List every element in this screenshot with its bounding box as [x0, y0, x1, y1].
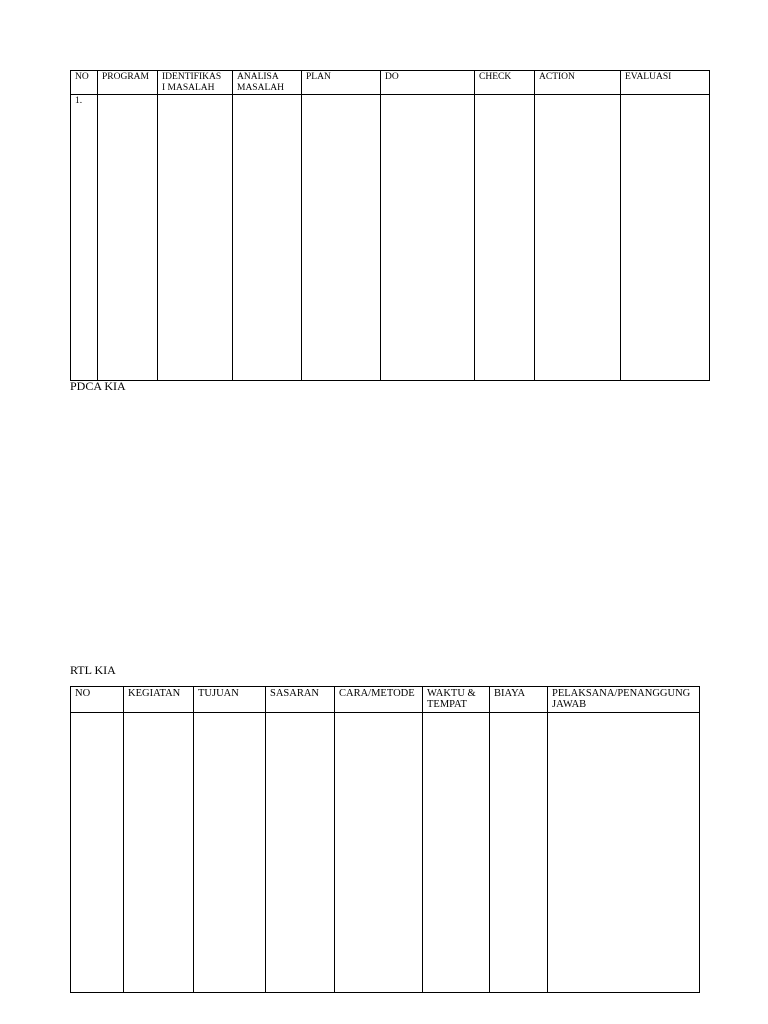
- pdca-cell-no: 1.: [71, 95, 98, 381]
- pdca-header-evaluasi-label: EVALUASI: [625, 72, 672, 82]
- rtl-header-row: [71, 687, 700, 713]
- pdca-header-analisa-line1: ANALISA: [237, 72, 279, 82]
- rtl-cell-no: [71, 713, 124, 993]
- rtl-header-no-label: NO: [75, 688, 91, 699]
- rtl-header-cara-metode-label: CARA/METODE: [339, 688, 415, 699]
- pdca-header-no: [71, 71, 98, 95]
- table-row: [71, 713, 700, 993]
- pdca-header-plan: [302, 71, 381, 95]
- pdca-header-evaluasi: [621, 71, 710, 95]
- rtl-header-biaya: [490, 687, 548, 713]
- rtl-header-pelaksana-line1: PELAKSANA/PENANGGUNG: [552, 688, 691, 699]
- pdca-header-no-label: NO: [75, 72, 89, 82]
- pdca-header-check-label: CHECK: [479, 72, 512, 82]
- rtl-header-pelaksana-line2: JAWAB: [552, 699, 587, 710]
- pdca-header-identifikasi: [158, 71, 233, 95]
- pdca-header-analisa: [233, 71, 302, 95]
- rtl-header-biaya-label: BIAYA: [494, 688, 526, 699]
- pdca-header-program: [98, 71, 158, 95]
- pdca-header-check: [475, 71, 535, 95]
- pdca-header-do-label: DO: [385, 72, 399, 82]
- pdca-header-identifikasi-line1: IDENTIFIKAS: [162, 72, 222, 82]
- pdca-table: [70, 70, 710, 381]
- pdca-caption: PDCA KIA: [70, 379, 126, 393]
- pdca-cell-evaluasi: [621, 95, 710, 381]
- rtl-cell-kegiatan: [124, 713, 194, 993]
- rtl-cell-sasaran: [266, 713, 335, 993]
- rtl-header-kegiatan-label: KEGIATAN: [128, 688, 181, 699]
- pdca-header-row: [71, 71, 710, 95]
- rtl-header-kegiatan: [124, 687, 194, 713]
- pdca-header-action-label: ACTION: [539, 72, 575, 82]
- rtl-header-waktu-line2: TEMPAT: [427, 699, 467, 710]
- rtl-header-tujuan-label: TUJUAN: [198, 688, 239, 699]
- pdca-cell-check: [475, 95, 535, 381]
- rtl-header-waktu-tempat: [423, 687, 490, 713]
- pdca-header-action: [535, 71, 621, 95]
- pdca-cell-identifikasi: [158, 95, 233, 381]
- rtl-header-tujuan: [194, 687, 266, 713]
- rtl-header-pelaksana: [548, 687, 700, 713]
- pdca-cell-program: [98, 95, 158, 381]
- pdca-header-analisa-line2: MASALAH: [237, 83, 284, 93]
- rtl-header-waktu-line1: WAKTU &: [427, 688, 476, 699]
- rtl-cell-tujuan: [194, 713, 266, 993]
- pdca-header-program-label: PROGRAM: [102, 72, 149, 82]
- rtl-table: [70, 686, 700, 993]
- rtl-caption: RTL KIA: [70, 663, 116, 677]
- pdca-cell-do: [381, 95, 475, 381]
- pdca-header-identifikasi-line2: I MASALAH: [162, 83, 215, 93]
- rtl-cell-cara-metode: [335, 713, 423, 993]
- pdca-cell-analisa: [233, 95, 302, 381]
- pdca-header-do: [381, 71, 475, 95]
- rtl-cell-biaya: [490, 713, 548, 993]
- pdca-header-plan-label: PLAN: [306, 72, 331, 82]
- rtl-header-sasaran-label: SASARAN: [270, 688, 320, 699]
- rtl-cell-pelaksana: [548, 713, 700, 993]
- rtl-header-no: [71, 687, 124, 713]
- rtl-header-cara-metode: [335, 687, 423, 713]
- table-row: [71, 95, 710, 381]
- rtl-cell-waktu-tempat: [423, 713, 490, 993]
- rtl-header-sasaran: [266, 687, 335, 713]
- pdca-cell-action: [535, 95, 621, 381]
- pdca-cell-plan: [302, 95, 381, 381]
